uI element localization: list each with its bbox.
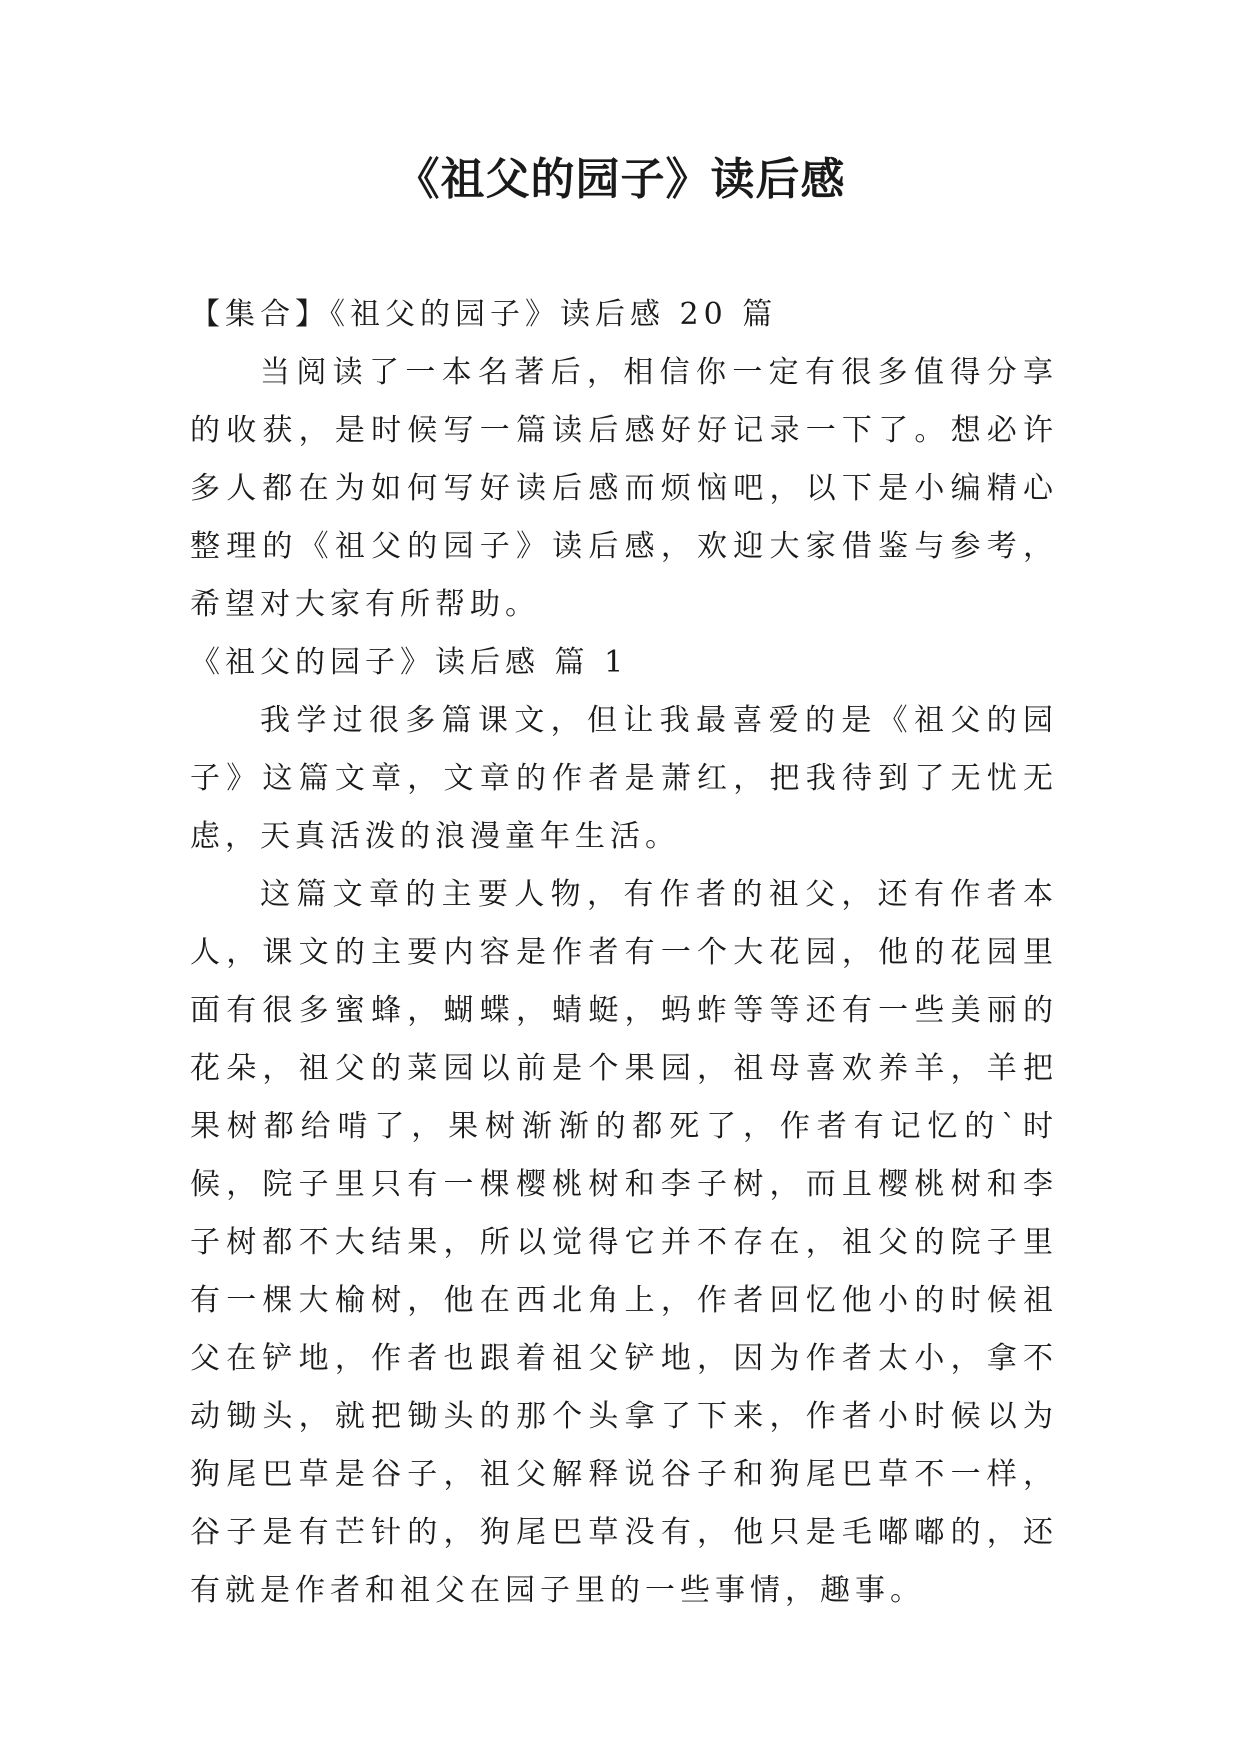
intro-heading: 【集合】《祖父的园子》读后感 20 篇 bbox=[190, 297, 778, 332]
page-title: 《祖父的园子》读后感 bbox=[395, 154, 846, 205]
document-body bbox=[190, 286, 1058, 1620]
body-paragraph: 这篇文章的主要人物，有作者的祖父，还有作者本人，课文的主要内容是作者有一个大花园，他的花园里面有很多蜜蜂，蝴蝶，蜻蜓，蚂蚱等等还有一些美丽的花朵，祖父的菜园以前是个果园，祖母喜欢养羊，羊把果树都给啃了，果树渐渐的都死了，作者有记忆的`时候，院子里只有一棵樱桃树和李子树，而且樱桃树和李子树都不大结果，所以觉得它并不存在，祖父的院子里有一棵大榆树，他在西北角上，作者回忆他小的时候祖父在铲地，作者也跟着祖父铲地，因为作者太小，拿不动锄头，就把锄头的那个头拿了下来，作者小时候以为狗尾巴草是谷子，祖父解释说谷子和狗尾巴草不一样，谷子是有芒针的，狗尾巴草没有，他只是毛嘟嘟的，还有就是作者和祖父在园子里的一些事情，趣事。 bbox=[190, 877, 1058, 1608]
body-paragraph: 我学过很多篇课文，但让我最喜爱的是《祖父的园子》这篇文章，文章的作者是萧红，把我待到了无忧无虑，天真活泼的浪漫童年生活。 bbox=[190, 703, 1058, 854]
intro-paragraph: 当阅读了一本名著后，相信你一定有很多值得分享的收获，是时候写一篇读后感好好记录一下了。想必许多人都在为如何写好读后感而烦恼吧，以下是小编精心整理的《祖父的园子》读后感，欢迎大家借鉴与参考，希望对大家有所帮助。 bbox=[190, 355, 1058, 622]
section-heading: 《祖父的园子》读后感 篇 1 bbox=[190, 645, 629, 680]
